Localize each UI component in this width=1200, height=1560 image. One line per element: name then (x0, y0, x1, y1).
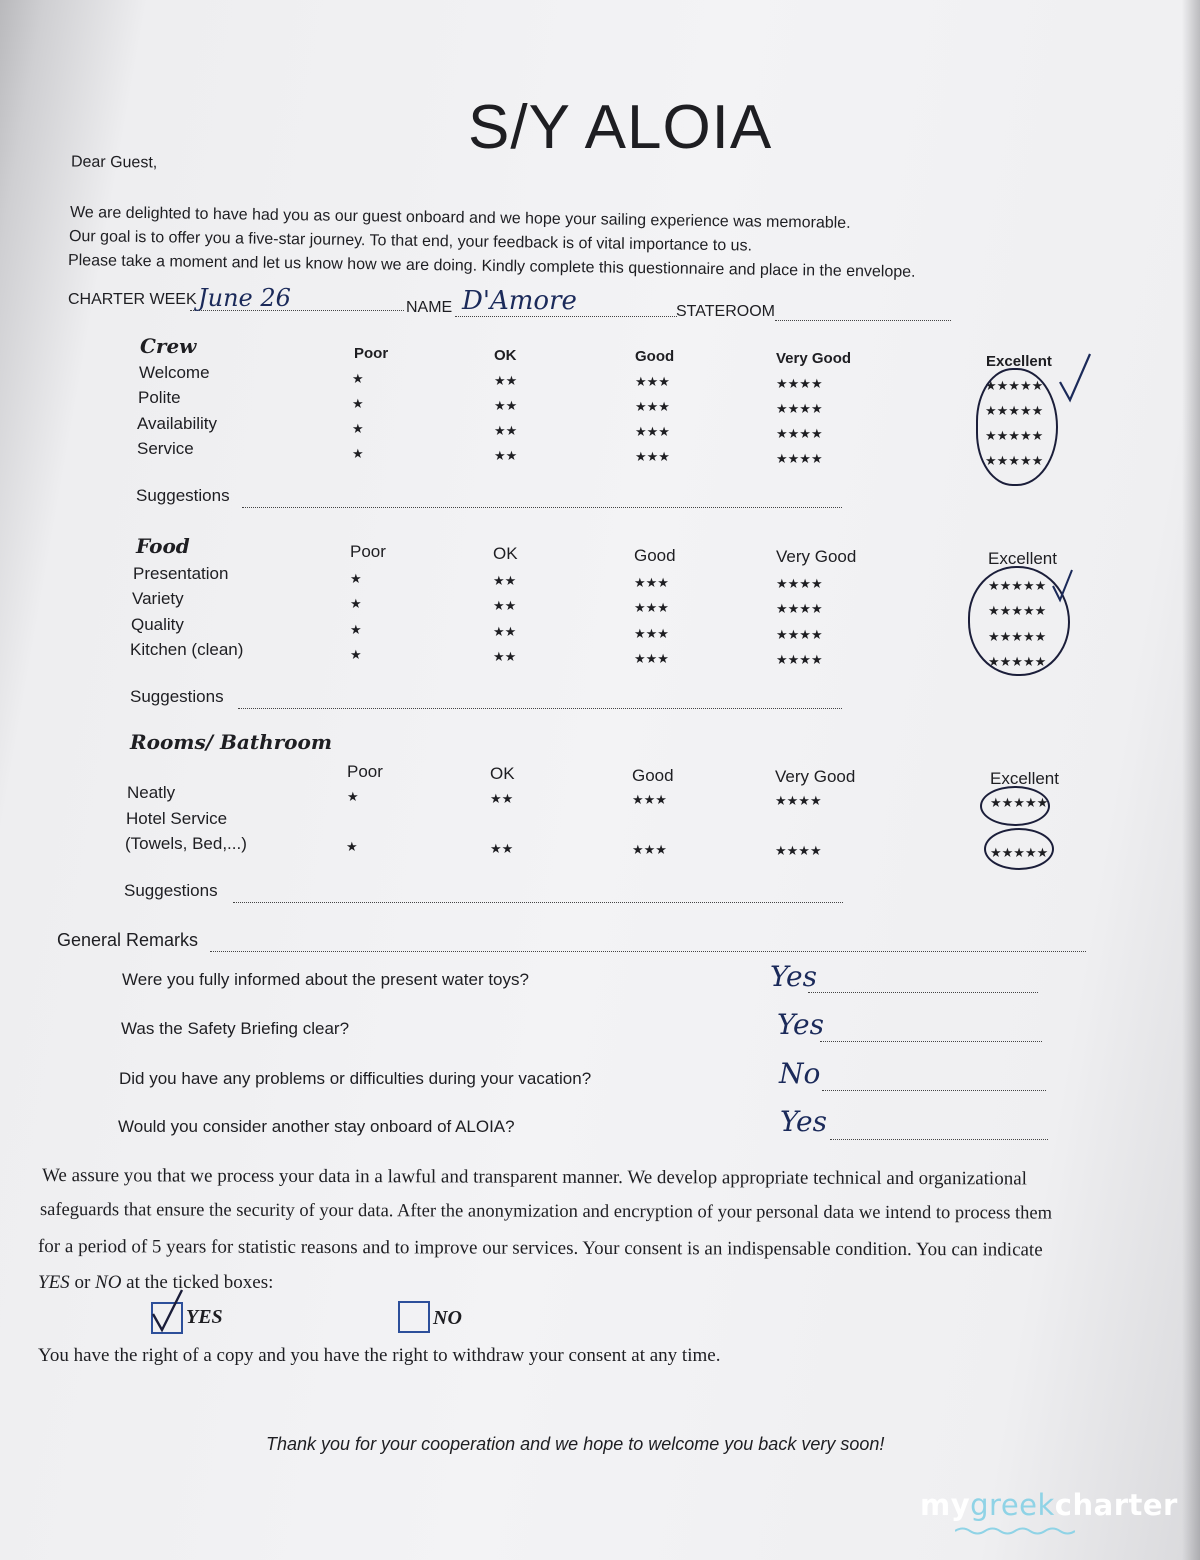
rating-ok[interactable]: ★★ (494, 398, 518, 413)
question-1: Were you fully informed about the present water toys? (122, 970, 529, 989)
col-poor: Poor (354, 345, 389, 362)
stateroom-field[interactable] (775, 320, 951, 321)
rating-excellent[interactable]: ★★★★★ (985, 428, 1044, 443)
stateroom-label: STATEROOM (676, 303, 775, 320)
logo-wave-icon (955, 1526, 1075, 1536)
crew-check-icon (1058, 352, 1092, 404)
rating-excellent[interactable]: ★★★★★ (988, 654, 1047, 669)
crew-availability-label: Availability (137, 414, 218, 433)
rating-very-good[interactable]: ★★★★ (776, 451, 823, 466)
food-check-icon (1050, 568, 1076, 604)
rating-poor[interactable]: ★ (350, 596, 362, 611)
food-suggestions-label: Suggestions (130, 687, 224, 706)
section-title-rooms: Rooms/ Bathroom (130, 730, 333, 754)
answer-1-line (808, 992, 1038, 993)
rating-ok[interactable]: ★★ (493, 649, 517, 664)
rating-good[interactable]: ★★★ (635, 399, 670, 414)
rating-ok[interactable]: ★★ (490, 791, 514, 806)
food-variety-label: Variety (132, 589, 184, 608)
name-line (455, 316, 677, 317)
consent-no-label: NO (433, 1307, 462, 1329)
privacy-rights: You have the right of a copy and you have the right to withdraw your consent at any time. (38, 1345, 721, 1366)
col-very-good: Very Good (776, 350, 852, 367)
col-ok: OK (490, 764, 515, 783)
rating-good[interactable]: ★★★ (635, 449, 670, 464)
rating-good[interactable]: ★★★ (634, 626, 669, 641)
privacy-line-2: safeguards that ensure the security of your data. After the anonymization and encryption of your personal data we intend to process them (39, 1200, 1053, 1224)
col-good: Good (634, 546, 676, 565)
rooms-neatly-label: Neatly (127, 783, 176, 802)
crew-polite-label: Polite (138, 388, 181, 407)
question-2: Was the Safety Briefing clear? (121, 1019, 350, 1038)
col-ok: OK (493, 544, 518, 563)
rating-very-good[interactable]: ★★★★ (775, 843, 822, 858)
logo-part-2: greek (970, 1488, 1055, 1522)
rating-ok[interactable]: ★★ (490, 841, 514, 856)
rooms-service-excellent-circle-mark (984, 828, 1054, 870)
rating-poor[interactable]: ★ (350, 571, 362, 586)
answer-1-field[interactable]: Yes (770, 960, 817, 993)
privacy-line-3: for a period of 5 years for statistic reasons and to improve our services. Your consent is an indispensable condition. You can indicate (37, 1236, 1043, 1261)
answer-2-field[interactable]: Yes (777, 1008, 824, 1041)
col-poor: Poor (347, 762, 383, 781)
logo-part-3: charter (1054, 1488, 1178, 1522)
document-title: S/Y ALOIA (468, 93, 773, 162)
mygreekcharter-logo (920, 1488, 1178, 1522)
rating-very-good[interactable]: ★★★★ (776, 401, 823, 416)
intro-line-3: Please take a moment and let us know how we are doing. Kindly complete this questionnaire and place in the envelope. (67, 252, 916, 281)
rating-poor[interactable]: ★ (352, 446, 364, 461)
crew-excellent-circle-mark (976, 368, 1058, 486)
food-presentation-label: Presentation (133, 564, 229, 583)
general-remarks-label: General Remarks (57, 930, 199, 950)
col-very-good: Very Good (775, 767, 856, 786)
rooms-neatly-excellent-circle-mark (980, 786, 1050, 826)
rating-very-good[interactable]: ★★★★ (776, 601, 823, 616)
rating-very-good[interactable]: ★★★★ (776, 576, 823, 591)
rating-poor[interactable]: ★ (352, 396, 364, 411)
section-title-food: Food (136, 534, 190, 558)
rating-good[interactable]: ★★★ (635, 424, 670, 439)
question-4: Would you consider another stay onboard of ALOIA? (118, 1117, 515, 1136)
rating-excellent[interactable]: ★★★★★ (985, 378, 1044, 393)
col-poor: Poor (350, 542, 386, 561)
answer-4-line (830, 1139, 1048, 1140)
rating-excellent[interactable]: ★★★★★ (990, 845, 1049, 860)
answer-3-line (822, 1090, 1046, 1091)
rating-very-good[interactable]: ★★★★ (776, 376, 823, 391)
consent-no-checkbox[interactable] (398, 1301, 430, 1333)
charter-week-label: CHARTER WEEK (68, 291, 197, 308)
rating-excellent[interactable]: ★★★★★ (990, 795, 1049, 810)
question-3: Did you have any problems or difficulties during your vacation? (119, 1069, 592, 1088)
rating-good[interactable]: ★★★ (634, 651, 669, 666)
yes-check-icon (150, 1288, 186, 1334)
rating-very-good[interactable]: ★★★★ (775, 793, 822, 808)
col-good: Good (635, 348, 675, 365)
rating-excellent[interactable]: ★★★★★ (985, 403, 1044, 418)
rating-poor[interactable]: ★ (350, 647, 362, 662)
logo-part-1: my (920, 1488, 971, 1522)
rating-poor[interactable]: ★ (352, 371, 364, 386)
rating-excellent[interactable]: ★★★★★ (988, 629, 1047, 644)
privacy-ticked-boxes-text: at the ticked boxes: (121, 1272, 274, 1293)
rating-poor[interactable]: ★ (352, 421, 364, 436)
rating-excellent[interactable]: ★★★★★ (985, 453, 1044, 468)
charter-week-field[interactable]: June 26 (198, 284, 291, 312)
answer-2-line (820, 1041, 1042, 1042)
col-excellent: Excellent (990, 769, 1059, 788)
rating-very-good[interactable]: ★★★★ (776, 652, 823, 667)
thank-you-note: Thank you for your cooperation and we hope to welcome you back very soon! (266, 1434, 885, 1454)
crew-suggestions-field[interactable] (242, 507, 842, 508)
rating-good[interactable]: ★★★ (635, 374, 670, 389)
col-ok: OK (494, 347, 517, 364)
privacy-yes-word: YES (38, 1272, 70, 1293)
food-kitchen-label: Kitchen (clean) (130, 640, 244, 659)
col-very-good: Very Good (776, 547, 857, 566)
rating-good[interactable]: ★★★ (632, 842, 667, 857)
privacy-no-word: NO (95, 1272, 122, 1293)
rating-excellent[interactable]: ★★★★★ (988, 578, 1047, 593)
consent-yes-label: YES (186, 1306, 223, 1328)
rating-ok[interactable]: ★★ (493, 573, 517, 588)
crew-welcome-label: Welcome (139, 363, 210, 382)
paper-shadow (1182, 0, 1200, 1560)
rooms-suggestions-field[interactable] (233, 902, 843, 903)
crew-suggestions-label: Suggestions (136, 486, 230, 505)
rating-good[interactable]: ★★★ (632, 792, 667, 807)
answer-4-field[interactable]: Yes (780, 1105, 827, 1138)
food-suggestions-field[interactable] (238, 708, 842, 709)
rating-poor[interactable]: ★ (346, 839, 358, 854)
rating-ok[interactable]: ★★ (494, 423, 518, 438)
answer-3-field[interactable]: No (779, 1057, 821, 1090)
rating-very-good[interactable]: ★★★★ (776, 426, 823, 441)
privacy-or-word: or (69, 1272, 96, 1293)
greeting: Dear Guest, (70, 153, 158, 172)
rating-good[interactable]: ★★★ (634, 600, 669, 615)
col-good: Good (632, 766, 674, 785)
rooms-hotel-service-label: Hotel Service (126, 809, 228, 828)
name-field[interactable]: D'Amore (462, 286, 577, 316)
rating-poor[interactable]: ★ (347, 789, 359, 804)
rating-very-good[interactable]: ★★★★ (776, 627, 823, 642)
rating-good[interactable]: ★★★ (634, 575, 669, 590)
intro-line-2: Our goal is to offer you a five-star journey. To that end, your feedback is of vital importance to us. (68, 228, 753, 255)
general-remarks-field[interactable] (210, 951, 1086, 952)
rating-ok[interactable]: ★★ (494, 448, 518, 463)
intro-line-1: We are delighted to have had you as our guest onboard and we hope your sailing experience was memorable. (69, 204, 851, 232)
rating-ok[interactable]: ★★ (494, 373, 518, 388)
col-excellent: Excellent (988, 549, 1057, 568)
rooms-suggestions-label: Suggestions (124, 881, 218, 900)
rating-ok[interactable]: ★★ (493, 598, 517, 613)
rating-ok[interactable]: ★★ (493, 624, 517, 639)
name-label: NAME (406, 299, 453, 316)
privacy-line-1: We assure you that we process your data in a lawful and transparent manner. We develop appropriate technical and organizational (41, 1165, 1027, 1190)
col-excellent: Excellent (986, 353, 1052, 370)
food-quality-label: Quality (131, 615, 184, 634)
rating-excellent[interactable]: ★★★★★ (988, 603, 1047, 618)
rating-poor[interactable]: ★ (350, 622, 362, 637)
section-title-crew: Crew (140, 334, 197, 358)
crew-service-label: Service (137, 439, 194, 458)
rooms-hotel-service-sub-label: (Towels, Bed,...) (125, 834, 247, 853)
